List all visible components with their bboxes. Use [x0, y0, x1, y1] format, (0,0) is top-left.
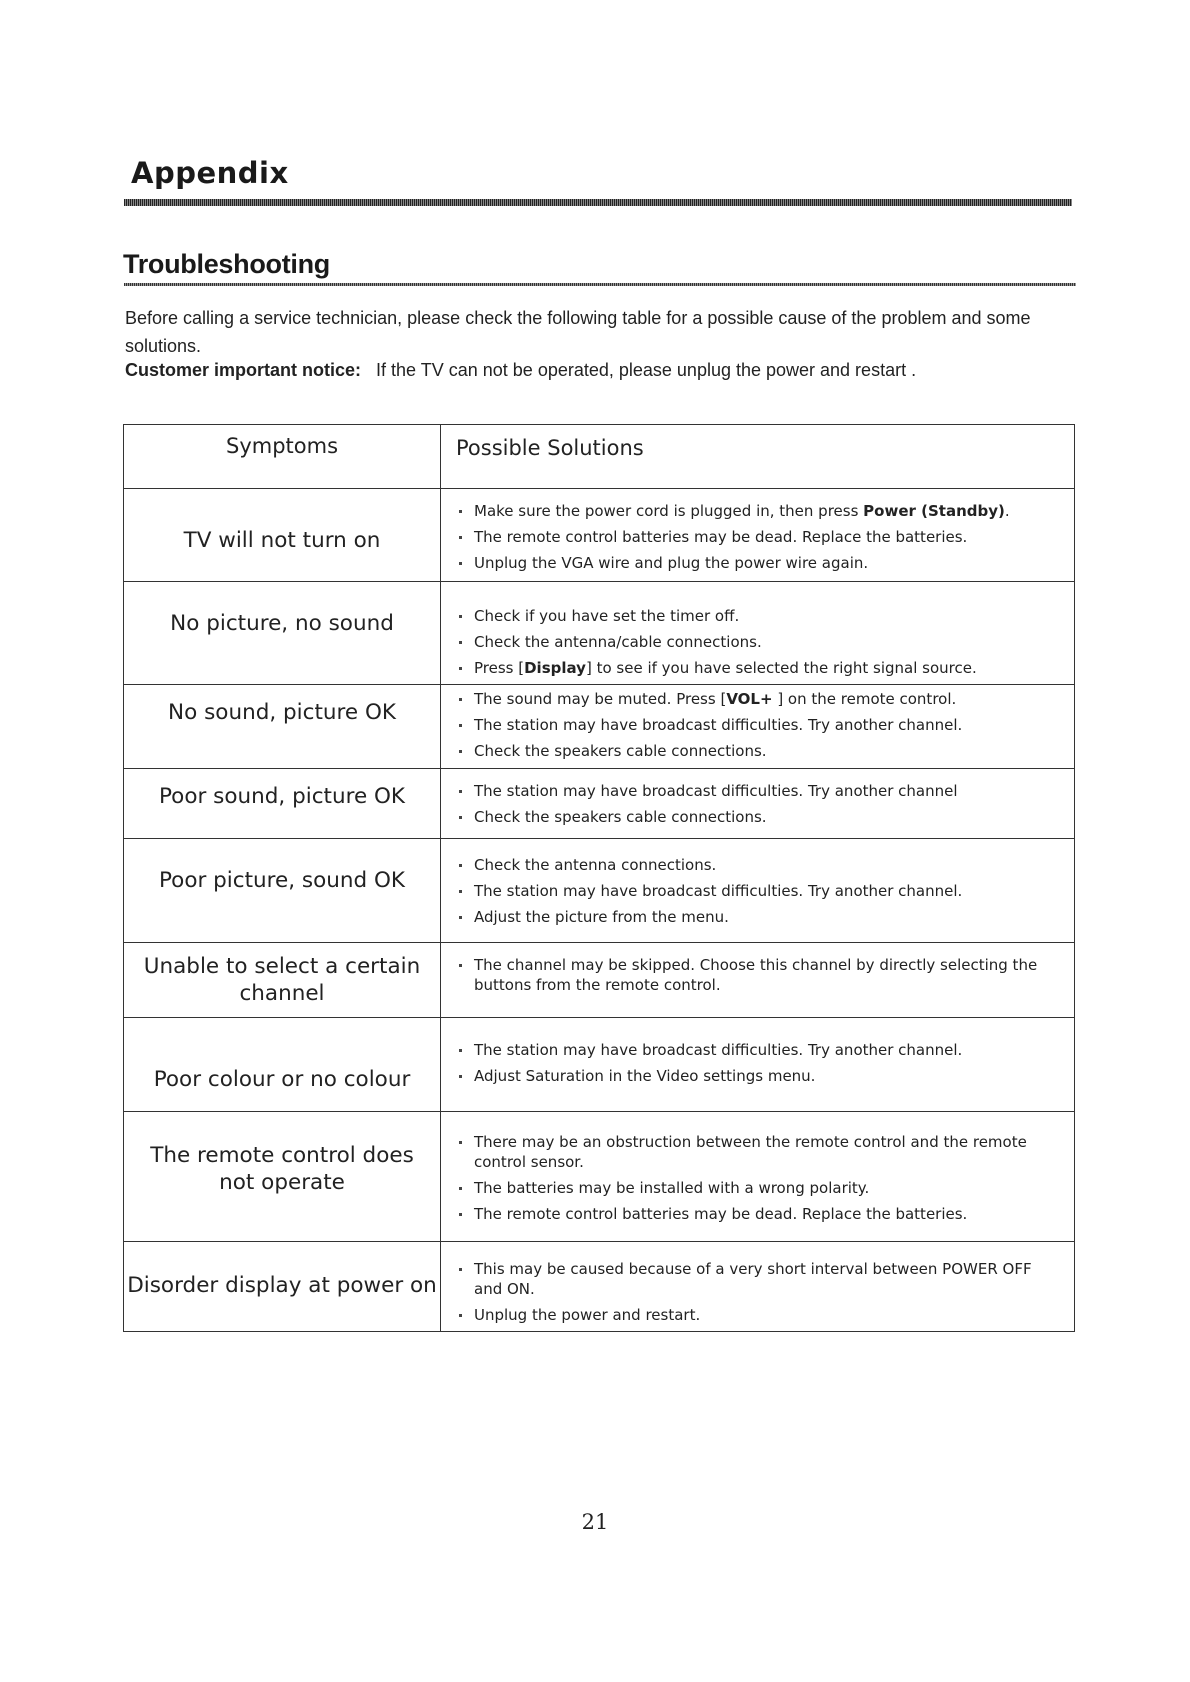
symptom-cell [124, 685, 441, 769]
symptom-text: Poor sound, picture OK [158, 784, 406, 809]
notice-label: Customer important notice [125, 360, 356, 380]
table-row [124, 1112, 1075, 1242]
notice-text: If the TV can not be operated, please unplug the power and restart . [376, 360, 917, 380]
symptom-cell [124, 489, 441, 582]
solution-text: The station may have broadcast difficulties. Try another channel. [474, 1041, 963, 1059]
table-row [124, 1018, 1075, 1112]
solutions-cell [441, 1112, 1075, 1242]
symptom-text: TV will not turn on [183, 528, 381, 553]
solution-text: The station may have broadcast difficulties. Try another channel. [474, 716, 963, 734]
troubleshooting-table [123, 424, 1075, 1332]
symptom-cell [124, 1242, 441, 1332]
solution-item [457, 781, 1064, 801]
solution-text-suffix: ] to see if you have selected the right signal source. [585, 659, 977, 677]
symptom-cell [124, 943, 441, 1018]
solution-text: The station may have broadcast difficulties. Try another channel. [474, 882, 963, 900]
symptom-text: The remote control does not operate [150, 1143, 414, 1195]
solution-text: The station may have broadcast difficulties. Try another channel [474, 782, 958, 800]
symptom-cell [124, 1112, 441, 1242]
section-title: Troubleshooting [123, 249, 330, 279]
solution-text: Unplug the power and restart. [474, 1306, 701, 1324]
solution-item [457, 907, 1064, 927]
solution-item [457, 1204, 1064, 1224]
solution-item [457, 606, 1064, 626]
solutions-cell [441, 1242, 1075, 1332]
table-row [124, 1242, 1075, 1332]
solution-text: Make sure the power cord is plugged in, then press [474, 502, 864, 520]
solution-item [457, 689, 1064, 709]
table-row [124, 582, 1075, 685]
solution-text: Check the speakers cable connections. [474, 808, 767, 826]
section-divider [124, 283, 1076, 286]
symptom-cell [124, 582, 441, 685]
symptom-text: Poor picture, sound OK [158, 868, 406, 893]
solution-text: Check the antenna/cable connections. [474, 633, 762, 651]
solutions-list [441, 689, 1074, 761]
solutions-cell [441, 685, 1075, 769]
solution-text: The batteries may be installed with a wrong polarity. [474, 1179, 870, 1197]
solutions-cell [441, 489, 1075, 582]
table-row [124, 489, 1075, 582]
header-solutions: Possible Solutions [441, 425, 1075, 489]
solutions-list [441, 1132, 1074, 1224]
solution-text: Press [ [474, 659, 525, 677]
solution-text: Check the antenna connections. [474, 856, 717, 874]
solution-text: This may be caused because of a very short interval between POWER OFF and ON. [474, 1260, 1032, 1298]
solutions-cell [441, 582, 1075, 685]
solutions-cell [441, 943, 1075, 1018]
solution-item [457, 1132, 1064, 1172]
solution-item [457, 955, 1064, 995]
solution-key-label: Display [524, 659, 586, 677]
solution-text: Adjust Saturation in the Video settings menu. [474, 1067, 816, 1085]
symptom-text: No sound, picture OK [168, 700, 396, 725]
notice-colon: : [355, 360, 362, 380]
solution-item [457, 1066, 1064, 1086]
symptom-text: Disorder display at power on [127, 1273, 437, 1298]
solution-item [457, 1178, 1064, 1198]
solutions-list [441, 955, 1074, 995]
solution-text: The sound may be muted. Press [ [474, 690, 727, 708]
symptom-text: Unable to select a certain channel [143, 954, 421, 1006]
solution-text-suffix: ] on the remote control. [772, 690, 957, 708]
solutions-list [441, 1040, 1074, 1086]
solution-item [457, 807, 1064, 827]
solutions-list [441, 781, 1074, 827]
solution-text: There may be an obstruction between the remote control and the remote control sensor. [474, 1133, 1027, 1171]
symptom-text: Poor colour or no colour [153, 1067, 411, 1092]
solutions-cell [441, 769, 1075, 839]
solution-item [457, 1259, 1064, 1299]
solutions-list [441, 1259, 1074, 1325]
solution-text: The remote control batteries may be dead. Replace the batteries. [474, 528, 968, 546]
table-row [124, 769, 1075, 839]
solutions-list [441, 855, 1074, 927]
table-header-row [124, 425, 1075, 489]
symptom-cell [124, 1018, 441, 1112]
solution-item [457, 553, 1064, 573]
solution-text: The channel may be skipped. Choose this channel by directly selecting the buttons from the remote control. [474, 956, 1038, 994]
intro-paragraph: Before calling a service technician, please check the following table for a possible cause of the problem and some solutions. [125, 308, 1031, 356]
symptom-text: No picture, no sound [170, 611, 394, 636]
table-row [124, 943, 1075, 1018]
solution-text: Adjust the picture from the menu. [474, 908, 729, 926]
solution-item [457, 1305, 1064, 1325]
header-symptoms: Symptoms [124, 425, 441, 489]
solution-key-label: Power (Standby) [863, 502, 1005, 520]
solution-item [457, 855, 1064, 875]
solution-text-suffix: . [1004, 502, 1010, 520]
solution-text: Check the speakers cable connections. [474, 742, 767, 760]
solution-item [457, 527, 1064, 547]
solution-item [457, 741, 1064, 761]
appendix-divider [124, 199, 1072, 206]
notice-line [125, 360, 1075, 381]
solutions-list [441, 501, 1074, 573]
solutions-cell [441, 1018, 1075, 1112]
table-row [124, 685, 1075, 769]
solution-item [457, 658, 1064, 678]
appendix-title: Appendix [131, 156, 289, 190]
solution-item [457, 1040, 1064, 1060]
solutions-list [441, 606, 1074, 678]
solution-item [457, 881, 1064, 901]
solution-text: The remote control batteries may be dead. Replace the batteries. [474, 1205, 968, 1223]
solution-key-label: VOL+ [726, 690, 773, 708]
page-number: 21 [581, 1510, 609, 1534]
symptom-cell [124, 769, 441, 839]
solution-text: Unplug the VGA wire and plug the power wire again. [474, 554, 869, 572]
solutions-cell [441, 839, 1075, 943]
table-row [124, 839, 1075, 943]
symptom-cell [124, 839, 441, 943]
solution-item [457, 632, 1064, 652]
solution-item [457, 715, 1064, 735]
solution-item [457, 501, 1064, 521]
solution-text: Check if you have set the timer off. [474, 607, 740, 625]
